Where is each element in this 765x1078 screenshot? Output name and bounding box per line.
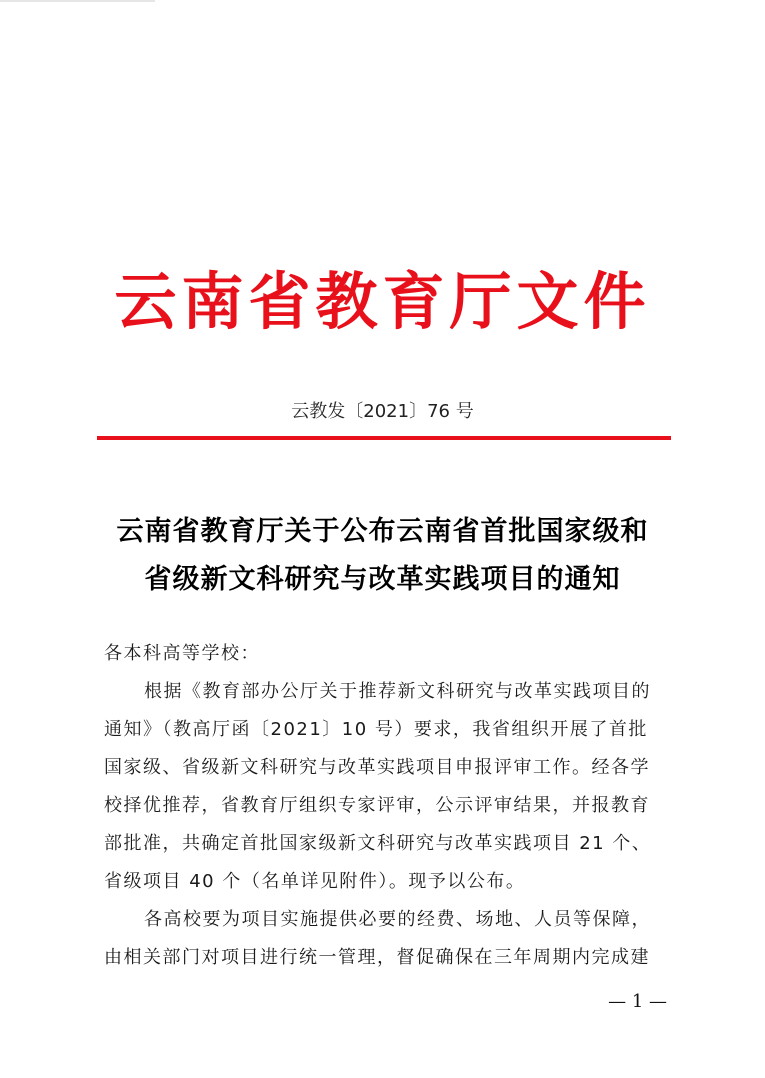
paragraph-line: 校择优推荐，省教育厅组织专家评审，公示评审结果，并报教育 <box>104 795 650 816</box>
paragraph-line: 通知》（教高厅函〔2021〕10 号）要求，我省组织开展了首批 <box>104 719 648 740</box>
notice-title-line: 云南省教育厅关于公布云南省首批国家级和 <box>116 516 649 547</box>
notice-title <box>60 508 705 604</box>
paragraph-line: 由相关部门对项目进行统一管理，督促确保在三年周期内完成建 <box>104 947 650 968</box>
salutation: 各本科高等学校： <box>104 643 260 664</box>
paragraph-line: 国家级、省级新文科研究与改革实践项目申报评审工作。经各学 <box>104 757 650 778</box>
notice-title-line: 省级新文科研究与改革实践项目的通知 <box>144 564 621 595</box>
paragraph-line: 省级项目 40 个（名单详见附件）。现予以公布。 <box>104 871 526 892</box>
paragraph-line: 部批准，共确定首批国家级新文科研究与改革实践项目 21 个、 <box>104 833 652 854</box>
paragraph-line: 根据《教育部办公厅关于推荐新文科研究与改革实践项目的 <box>144 681 651 702</box>
page-number: — 1 — <box>608 991 667 1012</box>
red-divider-rule <box>97 436 671 440</box>
scan-edge-mark <box>0 0 155 2</box>
notice-body <box>104 635 674 977</box>
document-header-title: 云南省教育厅文件 <box>114 265 651 338</box>
document-number: 云教发〔2021〕76 号 <box>291 401 474 422</box>
paragraph-line: 各高校要为项目实施提供必要的经费、场地、人员等保障， <box>144 909 651 930</box>
